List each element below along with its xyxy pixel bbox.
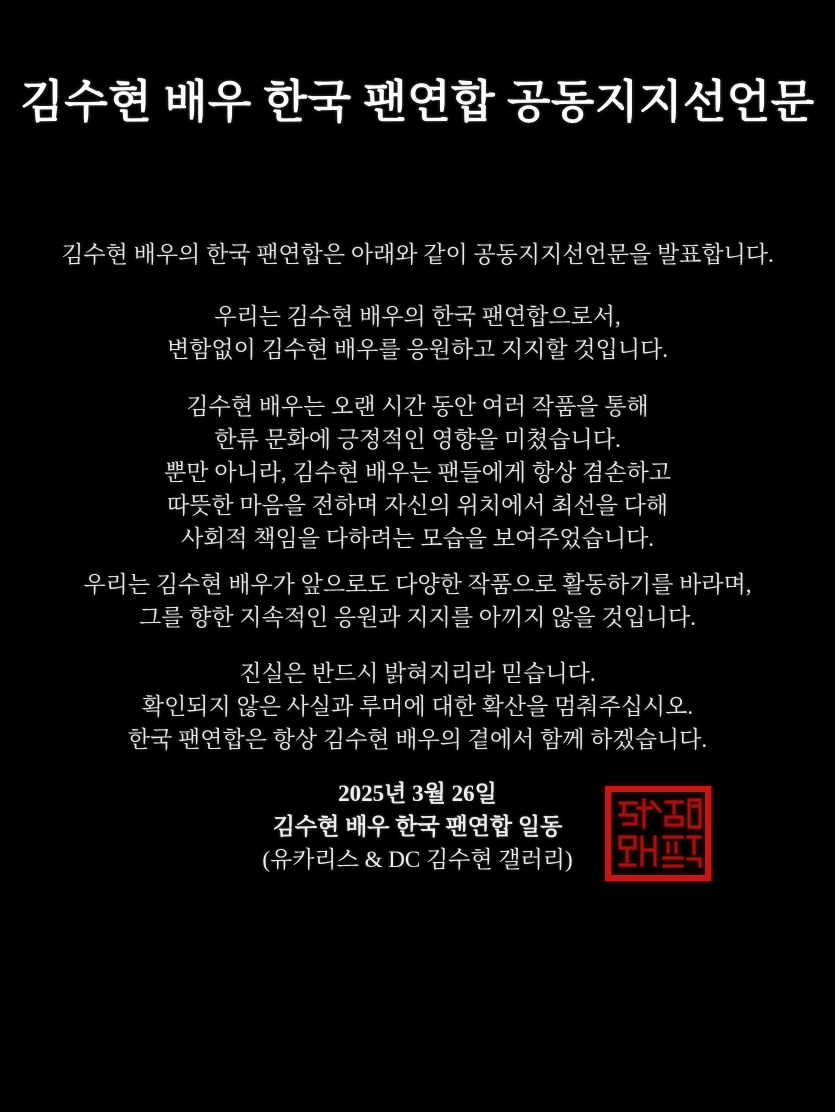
signature-date: 2025년 3월 26일 xyxy=(338,781,497,806)
text-line: 뿐만 아니라, 김수현 배우는 팬들에게 항상 겸손하고 xyxy=(164,460,671,485)
paragraph xyxy=(0,238,835,271)
paragraph xyxy=(0,657,835,756)
page-title: 김수현 배우 한국 팬연합 공동지지선언문 xyxy=(20,77,815,127)
text-line: 따뜻한 마음을 전하며 자신의 위치에서 최선을 다해 xyxy=(166,493,669,518)
red-seal-stamp-icon xyxy=(604,785,712,882)
text-line: 확인되지 않은 사실과 루머에 대한 확산을 멈춰주십시오. xyxy=(141,694,694,719)
signature-org: 김수현 배우 한국 팬연합 일동 xyxy=(272,814,563,839)
text-line: 우리는 김수현 배우의 한국 팬연합으로서, xyxy=(214,304,621,329)
text-line: 우리는 김수현 배우가 앞으로도 다양한 작품으로 활동하기를 바라며, xyxy=(83,572,752,597)
text-line: 김수현 배우의 한국 팬연합은 아래와 같이 공동지지선언문을 발표합니다. xyxy=(61,242,774,267)
text-line: 김수현 배우는 오랜 시간 동안 여러 작품을 통해 xyxy=(186,394,649,419)
text-line: 진실은 반드시 밝혀지리라 믿습니다. xyxy=(239,661,596,686)
signature-detail: (유카리스 & DC 김수현 갤러리) xyxy=(262,847,573,872)
text-line: 사회적 책임을 다하려는 모습을 보여주었습니다. xyxy=(180,526,655,551)
text-line: 변함없이 김수현 배우를 응원하고 지지할 것입니다. xyxy=(166,337,669,362)
text-line: 그를 향한 지속적인 응원과 지지를 아끼지 않을 것입니다. xyxy=(138,605,696,630)
paragraph xyxy=(0,390,835,555)
text-line: 한류 문화에 긍정적인 영향을 미쳤습니다. xyxy=(214,427,621,452)
paragraph xyxy=(0,568,835,634)
paragraph xyxy=(0,300,835,366)
text-line: 한국 팬연합은 항상 김수현 배우의 곁에서 함께 하겠습니다. xyxy=(127,727,708,752)
